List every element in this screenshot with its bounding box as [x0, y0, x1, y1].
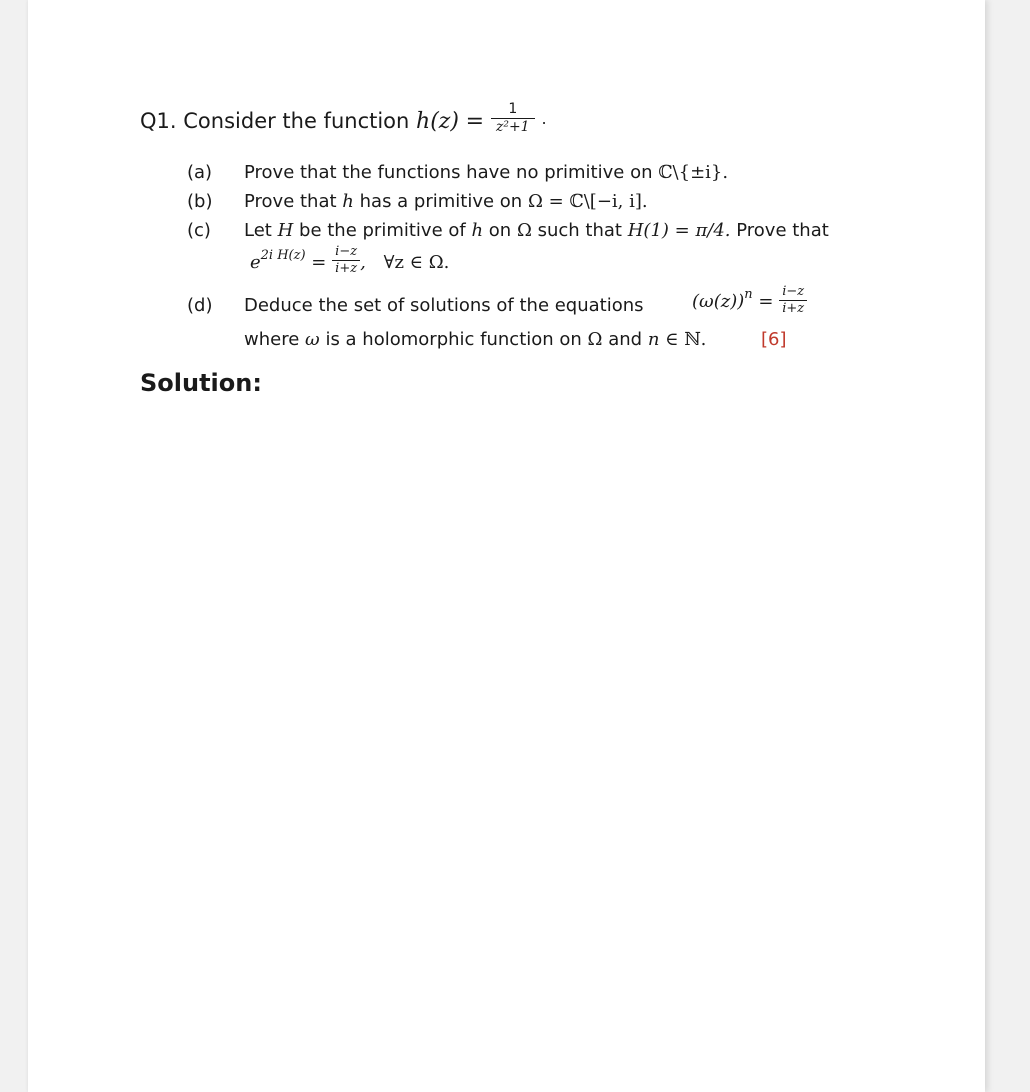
part-d-equals: =	[758, 291, 774, 313]
part-b-label: (b)	[187, 191, 213, 212]
function-fraction-numerator: 1	[508, 101, 518, 117]
part-c-h: h	[471, 220, 484, 241]
part-a-label: (a)	[187, 162, 213, 183]
part-d-fraction	[779, 285, 807, 315]
part-c-equation	[250, 244, 450, 278]
marks-badge: [6]	[761, 329, 787, 350]
document-page	[28, 0, 985, 1092]
part-a-set: ℂ\{±i}.	[658, 162, 729, 183]
part-c-label: (c)	[187, 220, 211, 241]
part-d-equation-lhs: (ω(z))	[692, 291, 745, 313]
question-intro: Consider the function	[183, 109, 410, 134]
part-b-text-1: Prove that	[244, 191, 337, 212]
part-d-and: and	[608, 329, 643, 350]
part-c-exp-base: e	[250, 252, 261, 274]
part-c-condition: H(1) = π/4.	[627, 220, 731, 241]
part-d-fraction-denominator: i+z	[782, 300, 805, 316]
part-d-omega-function: ω	[305, 329, 320, 350]
part-c-equals: =	[311, 252, 327, 274]
part-c-fraction-denominator: i+z	[335, 260, 358, 276]
part-a-statement: Prove that the functions have no primitive on	[244, 162, 653, 183]
part-d-equation	[692, 284, 807, 317]
part-c-on: on	[488, 220, 512, 241]
part-d-label: (d)	[187, 295, 213, 316]
part-c-exp-superscript: 2i H(z)	[260, 248, 306, 264]
part-c-text-2: be the primitive of	[299, 220, 466, 241]
part-c-text-3: such that	[537, 220, 622, 241]
function-name: h(z)	[416, 109, 459, 135]
part-d-text-1: Deduce the set of solutions of the equations	[244, 295, 644, 316]
part-d-text-3: is a holomorphic function on	[325, 329, 582, 350]
question-number: Q1.	[140, 109, 177, 134]
part-d-text-2	[244, 329, 706, 350]
part-c-fraction-numerator: i−z	[335, 244, 358, 259]
part-b-h: h	[342, 191, 354, 212]
part-b-text-2: has a primitive on	[359, 191, 523, 212]
part-c-text	[244, 220, 829, 241]
part-c-H: H	[277, 220, 294, 241]
function-equals: =	[465, 109, 485, 135]
part-c-text-4: Prove that	[736, 220, 829, 241]
part-d-omega: Ω	[587, 329, 603, 350]
part-d-equation-superscript: n	[744, 287, 753, 303]
part-d-set: ∈ ℕ.	[665, 329, 707, 350]
part-d-n: n	[647, 329, 660, 350]
part-c-forall: ∀z ∈ Ω.	[383, 252, 450, 274]
question-title	[140, 101, 547, 138]
part-c-comma: ,	[360, 252, 366, 274]
part-c-text-1: Let	[244, 220, 272, 241]
part-d-fraction-numerator: i−z	[782, 284, 805, 299]
part-a-text	[244, 162, 728, 183]
function-fraction	[491, 102, 535, 134]
part-b-omega-definition: Ω = ℂ\[−i, i].	[527, 191, 648, 212]
part-d-where: where	[244, 329, 300, 350]
solution-heading: Solution:	[140, 369, 262, 397]
part-b-text	[244, 191, 648, 212]
part-c-fraction	[332, 245, 360, 275]
function-fraction-denominator: z²+1	[495, 118, 530, 135]
part-c-omega: Ω	[516, 220, 532, 241]
function-end-period: .	[541, 109, 547, 129]
